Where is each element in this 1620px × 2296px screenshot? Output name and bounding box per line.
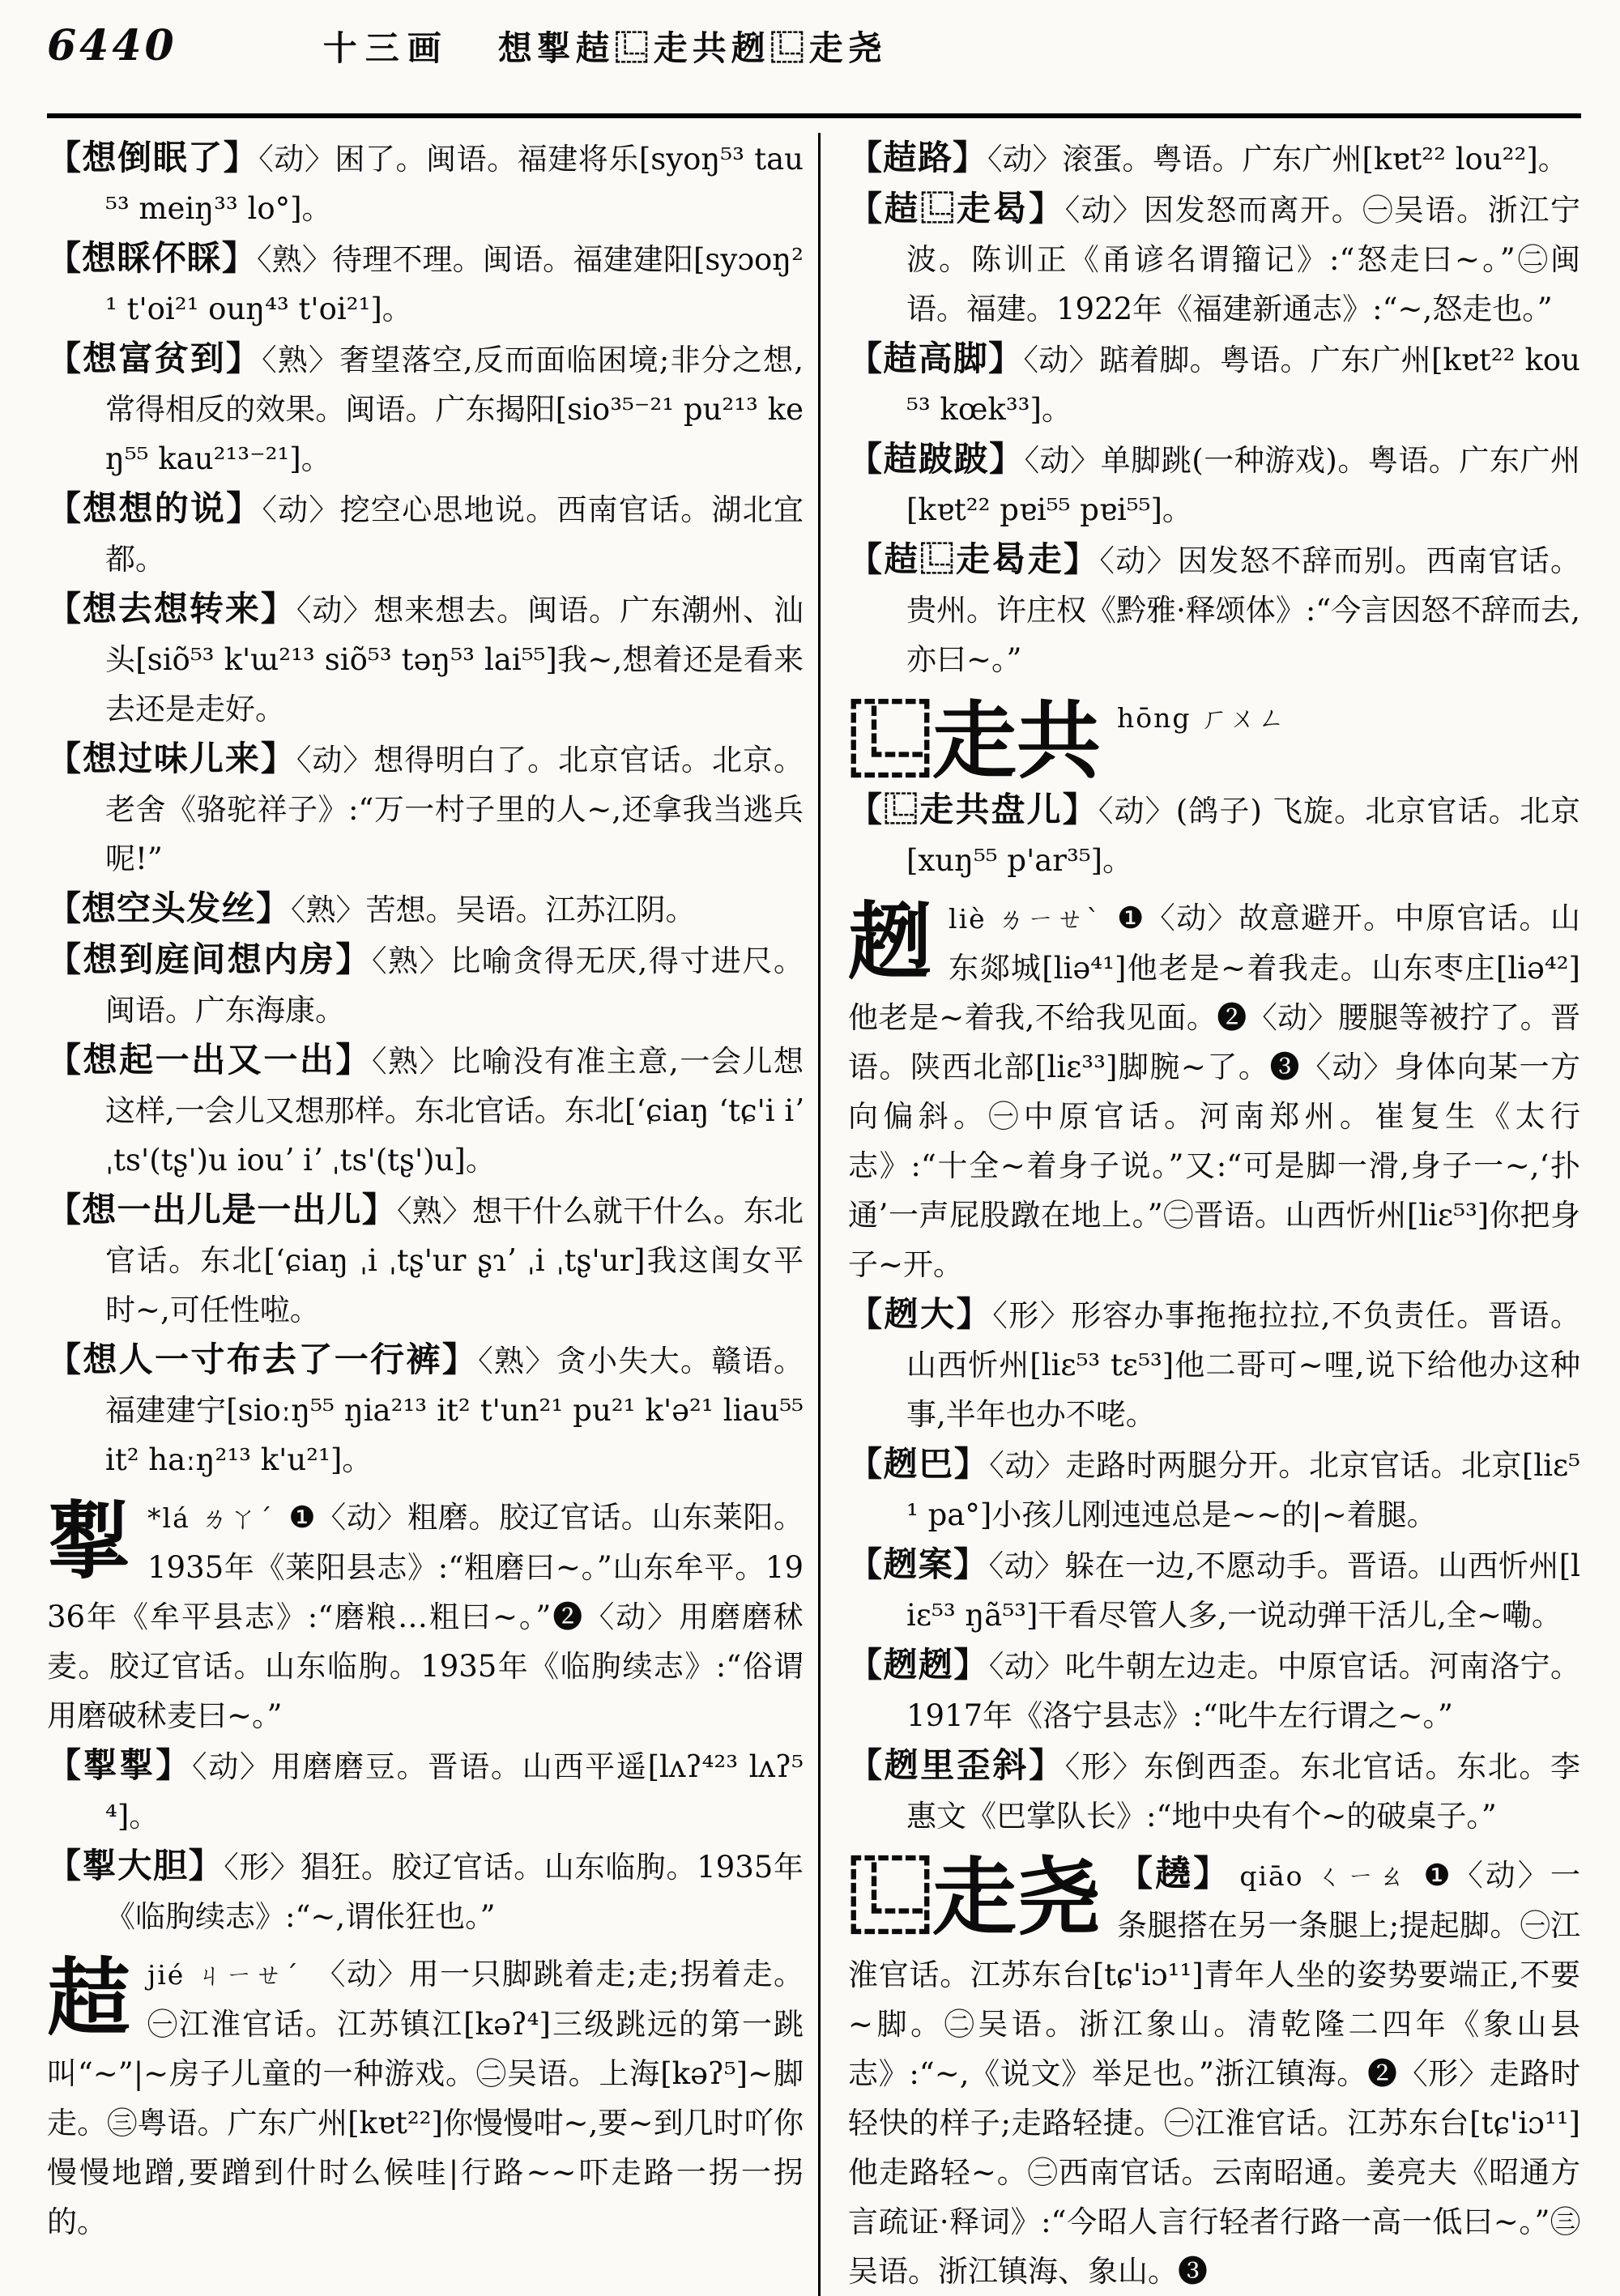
- dictionary-entry: [848, 133, 1580, 184]
- entry-body: 〈动〉用磨磨豆。晋语。山西平遥[lʌʔ⁴²³ lʌʔ⁵⁴]。: [105, 1749, 804, 1834]
- entry-body: 〈动〉(鸽子) 飞旋。北京官话。北京[xuŋ⁵⁵ p'ar³⁵]。: [906, 794, 1580, 878]
- entry-body: 〈动〉想得明白了。北京官话。北京。老舍《骆驼祥子》:“万一村子里的人~,还拿我当逃兵呢!”: [105, 743, 804, 876]
- entry-body: 〈动〉滚蛋。粤语。广东广州[kɐt²² lou²²]。: [987, 142, 1568, 177]
- head-character: ⿺走尧: [848, 1847, 1102, 1947]
- entry-body: 〈动〉单脚跳(一种游戏)。粤语。广东广州[kɐt²² pɐi⁵⁵ pɐi⁵⁵]。: [906, 443, 1580, 527]
- head-character-entry: [47, 1949, 804, 2247]
- dictionary-entry: [47, 734, 804, 884]
- entry-body: 〈形〉猖狂。胶辽官话。山东临朐。1935年《临朐续志》:“~,谓伥狂也。”: [105, 1850, 804, 1934]
- entry-body: 〈形〉东倒西歪。东北官话。东北。李惠文《巴掌队长》:“地中央有个~的破桌子。”: [906, 1749, 1580, 1834]
- entry-headword: 【想起一出又一出】: [47, 1040, 372, 1080]
- entry-body: 〈形〉形容办事拖拖拉拉,不负责任。晋语。山西忻州[liɛ⁵³ tɛ⁵³]他二哥可~哩,说下给他办这种事,半年也办不咾。: [906, 1298, 1580, 1432]
- right-column: [818, 133, 1580, 2296]
- pronunciation: *lá ㄌㄚˊ: [147, 1502, 275, 1534]
- entry-body: 〈熟〉比喻贪得无厌,得寸进尺。闽语。广东海康。: [105, 944, 804, 1028]
- entry-headword: 【想一出儿是一出儿】: [47, 1190, 397, 1229]
- entry-headword: 【想去想转来】: [47, 589, 296, 628]
- entry-headword: 【趔案】: [848, 1544, 989, 1584]
- header-range-characters: 想揧趌⿺走共趔⿺走尧: [497, 28, 887, 68]
- entry-headword: 【想到庭间想内房】: [47, 939, 372, 979]
- dictionary-entry: [47, 133, 804, 233]
- dictionary-entry: [848, 785, 1580, 885]
- pronunciation: hōng ㄏㄨㄥ: [1117, 702, 1287, 734]
- entry-body: 〈熟〉贪小失大。赣语。福建建宁[sioːŋ⁵⁵ ŋia²¹³ it² t'un²¹ pu²¹ k'ə²¹ liau⁵⁵ it² haːŋ²¹³ k'u²¹]。: [105, 1344, 804, 1477]
- dictionary-entry: [47, 935, 804, 1035]
- dictionary-entry: [848, 1289, 1580, 1439]
- entry-headword: 【想富贫到】: [47, 339, 262, 378]
- head-character-entry: [848, 691, 1580, 790]
- entry-headword: 【趔巴】: [848, 1444, 990, 1484]
- dictionary-entry: [848, 1640, 1580, 1740]
- traditional-variant: 【趬】: [1117, 1853, 1232, 1894]
- head-character-entry: [47, 1493, 804, 1740]
- entry-headword: 【揧大胆】: [47, 1846, 224, 1885]
- left-column: [47, 133, 818, 2296]
- head-character-entry: [848, 893, 1580, 1289]
- entry-body: ❶〈动〉故意避开。中原官话。山东郯城[liə⁴¹]他老是~着我走。山东枣庄[liə⁴²]他老是~着我,不给我见面。❷〈动〉腰腿等被拧了。晋语。陕西北部[liɛ³³]脚腕~了。❸〈动〉身体向某一方向偏斜。㊀中原官话。河南郑州。崔复生《太行志》:“十全~着身子说。”又:“可是脚一滑,身子一~,‘扑通’一声屁股蹾在地上。”㊁晋语。山西忻州[liɛ⁵³]你把身子~开。: [848, 901, 1580, 1282]
- dictionary-entry: [47, 483, 804, 584]
- entry-headword: 【趌⿺走曷】: [848, 189, 1065, 228]
- entry-body: 〈熟〉苦想。吴语。江苏江阴。: [291, 892, 696, 927]
- dictionary-entry: [848, 1439, 1580, 1540]
- entry-body: 〈动〉因发怒而离开。㊀吴语。浙江宁波。陈训正《甬谚名谓籀记》:“怒走曰~。”㊁闽语。福建。1922年《福建新通志》:“~,怒走也。”: [906, 193, 1580, 326]
- columns: [47, 133, 1581, 2296]
- head-character-entry: [848, 1849, 1580, 2296]
- entry-headword: 【趌跛跛】: [848, 439, 1025, 479]
- dictionary-entry: [47, 884, 804, 935]
- entry-headword: 【趔里歪斜】: [848, 1745, 1065, 1785]
- dictionary-entry: [47, 334, 804, 483]
- entry-body: 〈熟〉奢望落空,反而面临困境;非分之想,常得相反的效果。闽语。广东揭阳[sio³⁵⁻²¹ pu²¹³ keŋ⁵⁵ kau²¹³⁻²¹]。: [105, 343, 804, 476]
- entry-body: 〈动〉躲在一边,不愿动手。晋语。山西忻州[liɛ⁵³ ŋã⁵³]干看尽管人多,一说动弹干活儿,全~嘞。: [906, 1548, 1580, 1633]
- page-header: [47, 21, 1581, 110]
- dictionary-entry: [47, 1335, 804, 1485]
- entry-headword: 【想人一寸布去了一行裤】: [47, 1340, 479, 1379]
- pronunciation: liè ㄌㄧㄝˋ: [949, 903, 1103, 935]
- entry-body: 〈动〉走路时两腿分开。北京官话。北京[liɛ⁵¹ pa°]小孩儿刚迍迍总是~~的|~着腿。: [906, 1448, 1580, 1532]
- pronunciation: qiāo ㄑㄧㄠ: [1239, 1860, 1409, 1892]
- entry-headword: 【趌路】: [848, 138, 988, 177]
- entry-headword: 【想想的说】: [47, 488, 262, 528]
- entry-headword: 【想过味儿来】: [47, 739, 296, 778]
- entry-headword: 【趔趔】: [848, 1645, 989, 1685]
- entry-body: 〈动〉因发怒不辞而别。西南官话。贵州。许庄权《黔雅·释颂体》:“今言因怒不辞而去,亦曰~。”: [906, 543, 1580, 677]
- head-character: 趌: [47, 1948, 132, 2047]
- entry-body: 〈动〉想来想去。闽语。广东潮州、汕头[siõ⁵³ k'ɯ²¹³ siõ⁵³ təŋ⁵³ lai⁵⁵]我~,想着还是看来去还是走好。: [105, 593, 804, 726]
- entry-body: 〈动〉用一只脚跳着走;走;拐着走。㊀江淮官话。江苏镇江[kəʔ⁴]三级跳远的第一跳叫“~”|~房子儿童的一种游戏。㊁吴语。上海[kəʔ⁵]~脚走。㊂粤语。广东广州[kɐt²²]你慢慢咁~,要~到几时吖你慢慢地蹭,要蹭到什时么候哇|行路~~吓走路一拐一拐的。: [47, 1957, 804, 2239]
- head-character: 揧: [47, 1491, 132, 1591]
- dictionary-entry: [848, 1540, 1580, 1640]
- head-character: ⿺走共: [848, 691, 1102, 790]
- entry-headword: 【⿺走共盘儿】: [848, 790, 1098, 829]
- dictionary-entry: [47, 1185, 804, 1335]
- entry-body: ❶〈动〉一条腿搭在另一条腿上;提起脚。㊀江淮官话。江苏东台[tɕ'iɔ¹¹]青年人坐的姿势要端正,不要~脚。㊁吴语。浙江象山。清乾隆二四年《象山县志》:“~,《说文》举足也。”浙江镇海。❷〈形〉走路时轻快的样子;走路轻捷。㊀江淮官话。江苏东台[tɕ'iɔ¹¹]他走路轻~。㊁西南官话。云南昭通。姜亮夫《昭通方言疏证·释词》:“今昭人言行轻者行路一高一低曰~。”㊂吴语。浙江镇海、象山。❸: [848, 1858, 1581, 2289]
- entry-headword: 【揧揧】: [47, 1745, 192, 1785]
- entry-body: 〈动〉踮着脚。粤语。广东广州[kɐt²² kou⁵³ kœk³³]。: [906, 343, 1580, 427]
- dictionary-entry: [848, 184, 1580, 334]
- dictionary-entry: [848, 1740, 1580, 1841]
- entry-headword: 【趌高脚】: [848, 339, 1024, 378]
- entry-headword: 【想空头发丝】: [47, 888, 292, 928]
- head-character: 趔: [848, 892, 933, 991]
- pronunciation: jié ㄐㄧㄝˊ: [147, 1959, 301, 1991]
- entry-body: 〈熟〉比喻没有准主意,一会儿想这样,一会儿又想那样。东北官话。东北[ʻɕiaŋ ʻtɕ'i iʼ ˌts'(tʂ')u iouʼ iʼ ˌts'(tʂ')u]。: [105, 1044, 804, 1178]
- stroke-section-label: 十三画: [322, 28, 450, 68]
- entry-body: 〈动〉困了。闽语。福建将乐[syoŋ⁵³ tau⁵³ meiŋ³³ lo°]。: [105, 142, 804, 226]
- entry-body: 〈熟〉想干什么就干什么。东北官话。东北[ʻɕiaŋ ˌi ˌtʂ'ur ʂɿʼ ˌi ˌtʂ'ur]我这闺女平时~,可任性啦。: [105, 1194, 804, 1327]
- dictionary-entry: [47, 1841, 804, 1941]
- page-number: 6440: [47, 21, 177, 70]
- header-rule: [47, 113, 1581, 118]
- entry-headword: 【趔大】: [848, 1294, 993, 1334]
- entry-body: 〈动〉叱牛朝左边走。中原官话。河南洛宁。1917年《洛宁县志》:“叱牛左行谓之~。”: [906, 1649, 1580, 1733]
- dictionary-entry: [848, 434, 1580, 535]
- dictionary-entry: [47, 1740, 804, 1841]
- entry-headword: 【想睬伓睬】: [47, 238, 257, 278]
- entry-headword: 【想倒眠了】: [47, 138, 259, 177]
- entry-headword: 【趌⿺走曷走】: [848, 539, 1100, 579]
- dictionary-entry: [848, 535, 1580, 684]
- dictionary-entry: [47, 233, 804, 334]
- dictionary-entry: [47, 584, 804, 734]
- dictionary-entry: [848, 334, 1580, 434]
- entry-body: 〈动〉挖空心思地说。西南官话。湖北宜都。: [105, 492, 804, 577]
- entry-body: 〈熟〉待理不理。闽语。福建建阳[syɔoŋ²¹ t'oi²¹ ouŋ⁴³ t'oi²¹]。: [105, 242, 804, 326]
- dictionary-entry: [47, 1035, 804, 1185]
- entry-body: ❶〈动〉粗磨。胶辽官话。山东莱阳。1935年《莱阳县志》:“粗磨曰~。”山东牟平。1936年《牟平县志》:“磨粮…粗曰~。”❷〈动〉用磨磨秫麦。胶辽官话。山东临朐。1935年《临朐续志》:“俗谓用磨破秫麦曰~。”: [47, 1500, 804, 1733]
